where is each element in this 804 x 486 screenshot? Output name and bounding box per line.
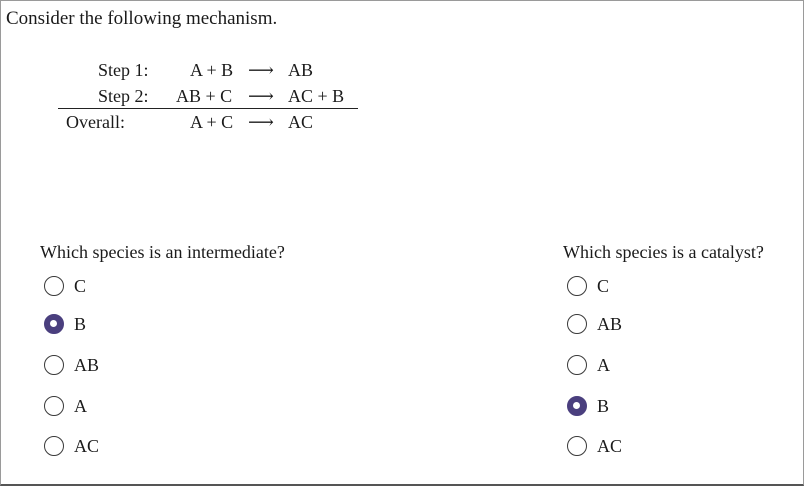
option-label: AC [597, 435, 623, 456]
option-label: C [597, 275, 610, 296]
option-label: A [597, 354, 610, 375]
step2-label: Step 2: [98, 86, 149, 106]
radio-button[interactable] [567, 276, 587, 296]
radio-button[interactable] [567, 436, 587, 456]
catalyst-question: Which species is a catalyst? [563, 242, 764, 262]
option-label: AB [597, 313, 623, 334]
radio-button[interactable] [44, 396, 64, 416]
question-prompt: Consider the following mechanism. [6, 8, 278, 29]
radio-button-selected[interactable] [567, 396, 587, 416]
radio-button[interactable] [44, 276, 64, 296]
intermediate-option-c[interactable] [44, 275, 86, 297]
intermediate-option-a[interactable] [44, 395, 87, 417]
intermediate-option-ac[interactable] [44, 435, 99, 457]
radio-button-selected[interactable] [44, 314, 64, 334]
overall-label: Overall: [66, 112, 125, 132]
intermediate-option-b[interactable] [44, 313, 86, 335]
arrow: ⟶ [248, 60, 274, 80]
overall-divider [58, 108, 358, 109]
option-label: AB [74, 354, 100, 375]
overall-products: AC [288, 112, 314, 132]
option-label: B [74, 313, 87, 334]
option-label: AC [74, 435, 100, 456]
arrow: ⟶ [248, 86, 274, 106]
catalyst-option-a[interactable] [567, 354, 610, 376]
step1-reactants: A + B [190, 60, 234, 80]
radio-button[interactable] [44, 355, 64, 375]
option-label: B [597, 395, 610, 416]
catalyst-option-ac[interactable] [567, 435, 622, 457]
option-label: A [74, 395, 87, 416]
overall-reactants: A + C [190, 112, 234, 132]
step2-reactants: AB + C [176, 86, 233, 106]
step1-label: Step 1: [98, 60, 149, 80]
intermediate-option-ab[interactable] [44, 354, 99, 376]
step1-products: AB [288, 60, 314, 80]
option-label: C [74, 275, 87, 296]
catalyst-option-ab[interactable] [567, 313, 622, 335]
arrow: ⟶ [248, 112, 274, 132]
catalyst-option-c[interactable] [567, 275, 609, 297]
intermediate-question: Which species is an intermediate? [40, 242, 285, 262]
step2-products: AC + B [288, 86, 345, 106]
radio-button[interactable] [567, 314, 587, 334]
radio-button[interactable] [567, 355, 587, 375]
radio-button[interactable] [44, 436, 64, 456]
catalyst-option-b[interactable] [567, 395, 609, 417]
